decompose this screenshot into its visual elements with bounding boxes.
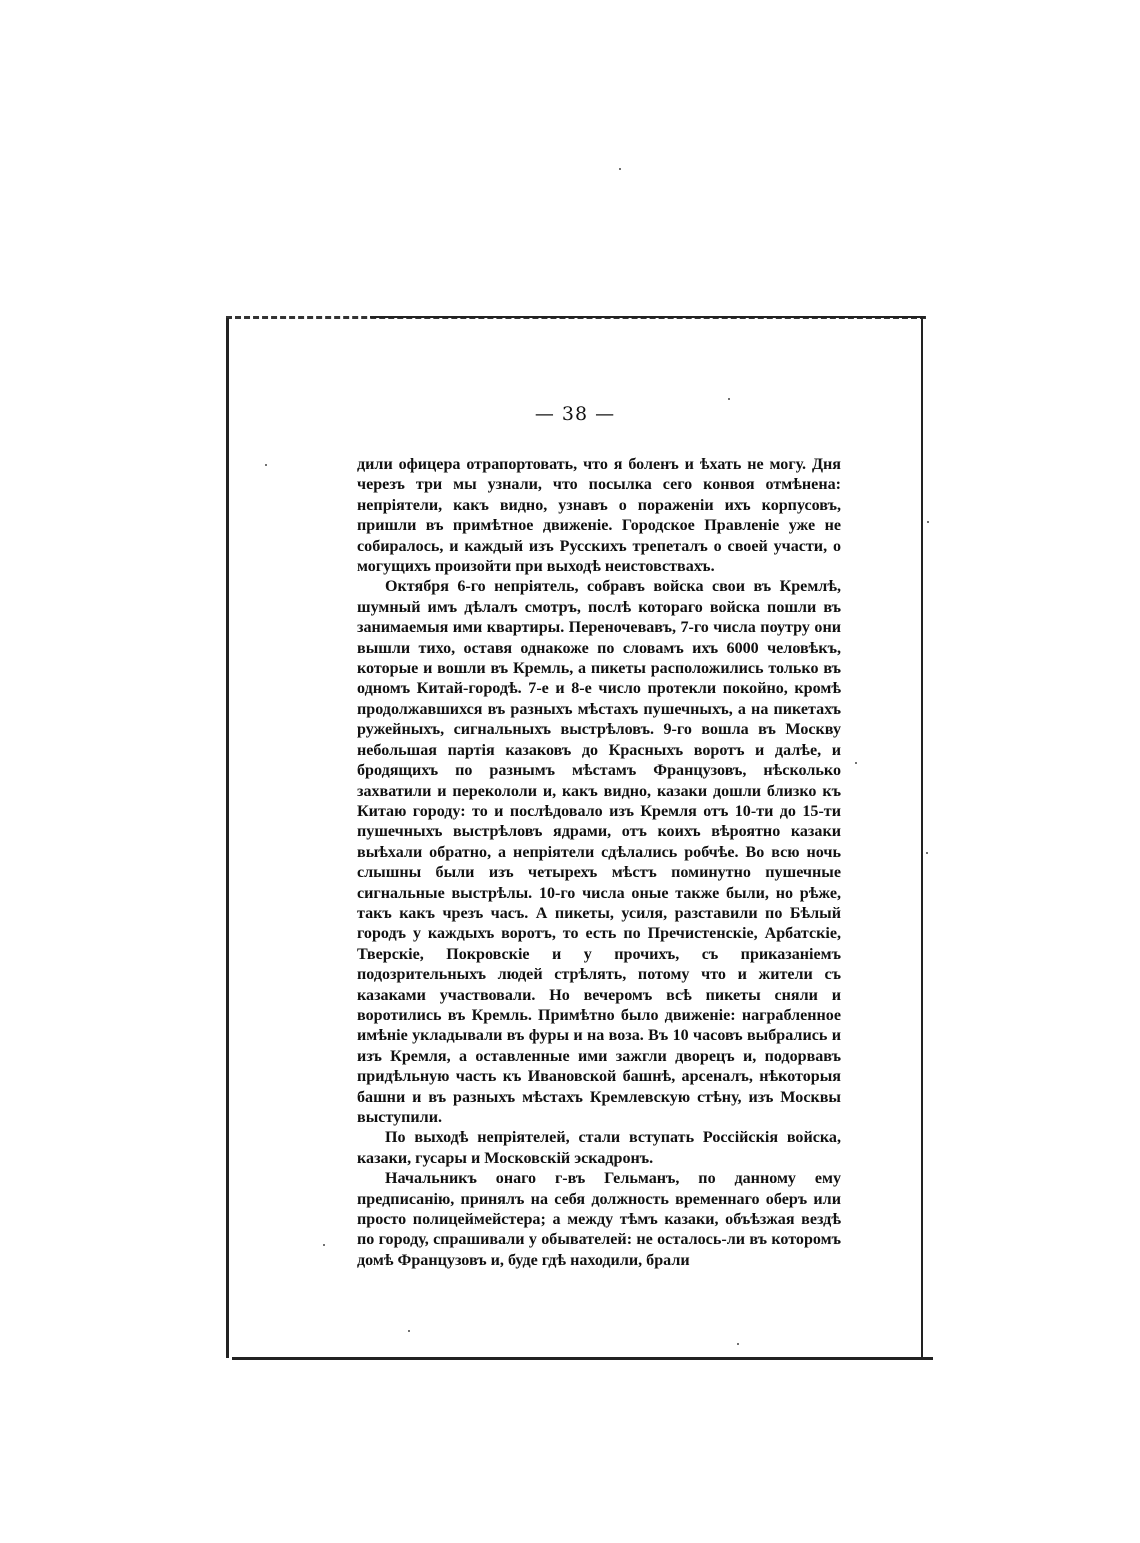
scan-speck [926, 852, 928, 854]
frame-top-rule [370, 316, 925, 318]
scan-speck [408, 1330, 410, 1332]
scan-speck [927, 521, 929, 523]
frame-bottom-border [232, 1357, 933, 1360]
scan-speck [855, 762, 857, 764]
frame-left-border [226, 318, 229, 1358]
paragraph-2: Октября 6-го непріятель, собравъ войска свои въ Кремлѣ, шумный имъ дѣлалъ смотръ, послѣ котораго войска пошли въ занимаемыя ими квартиры. Переночевавъ, 7-го числа поутру они вышли тихо, оставя однакоже по словамъ ихъ 6000 человѣкъ, которые и вошли въ Кремль, а пикеты расположились только въ одномъ Китай-городѣ. 7-е и 8-е число протекли покойно, кромѣ продолжавшихся въ разныхъ мѣстахъ пушечныхъ, а на пикетахъ ружейныхъ, сигнальныхъ выстрѣловъ. 9-го вошла въ Москву небольшая партія казаковъ до Красныхъ воротъ и далѣе, и бродящихъ по разнымъ мѣстамъ Французовъ, нѣсколько захватили и перекололи и, какъ видно, казаки дошли близко къ Китаю городу: то и послѣдовало изъ Кремля отъ 10-ти до 15-ти пушечныхъ выстрѣловъ ядрами, отъ коихъ вѣроятно казаки выѣхали обратно, а непріятели сдѣлались робчѣе. Во всю ночь слышны были изъ четырехъ мѣстъ поминутно пушечные сигнальные выстрѣлы. 10-го числа оные также были, но рѣже, такъ какъ чрезъ часъ. А пикеты, усиля, разставили по Бѣлый городъ у каждыхъ воротъ, то есть по Пречистенскіе, Арбатскіе, Тверскіе, Покровскіе и у прочихъ, съ приказаніемъ подозрительныхъ людей стрѣлять, потому что и жители съ казаками участвовали. Но вечеромъ всѣ пикеты сняли и воротились въ Кремль. Примѣтно было движеніе: награбленное имѣніе укладывали въ фуры и на воза. Въ 10 часовъ выбрались и изъ Кремля, а оставленные ими зажгли дворецъ и, подорвавъ придѣльную часть къ Ивановской башнѣ, арсеналъ, нѣкоторыя башни и въ разныхъ мѣстахъ Кремлевскую стѣну, изъ Москвы выступили. [357, 578, 841, 1126]
body-text [357, 455, 841, 1271]
page-number: — 38 — [534, 403, 616, 425]
paragraph-3: По выходѣ непріятелей, стали вступать Россійскія войска, казаки, гусары и Московскій эскадронъ. [357, 1129, 841, 1167]
paragraph-4: Начальникъ онаго г-въ Гельманъ, по данному ему предписанію, принялъ на себя должность временнаго оберъ или просто полицеймейстера; а между тѣмъ казаки, объѣзжая вездѣ по городу, спрашивали у обывателей: не осталось-ли въ которомъ домѣ Французовъ и, буде гдѣ находили, брали [357, 1170, 841, 1269]
scan-speck [737, 1343, 739, 1345]
scan-speck [265, 464, 267, 466]
scan-speck [728, 398, 730, 400]
scan-speck [619, 168, 621, 170]
paragraph-1: дили офицера отрапортовать, что я боленъ и ѣхать не могу. Дня черезъ три мы узнали, что посылка сего конвоя отмѣнена: непріятели, какъ видно, узнавъ о пораженіи ихъ корпусовъ, пришли въ примѣтное движеніе. Городское Правленіе уже не собиралось, и каждый изъ Русскихъ трепеталъ о своей участи, о могущихъ произойти при выходѣ неистовствахъ. [357, 456, 841, 576]
frame-right-border [921, 318, 923, 1358]
scan-speck [323, 1244, 325, 1246]
